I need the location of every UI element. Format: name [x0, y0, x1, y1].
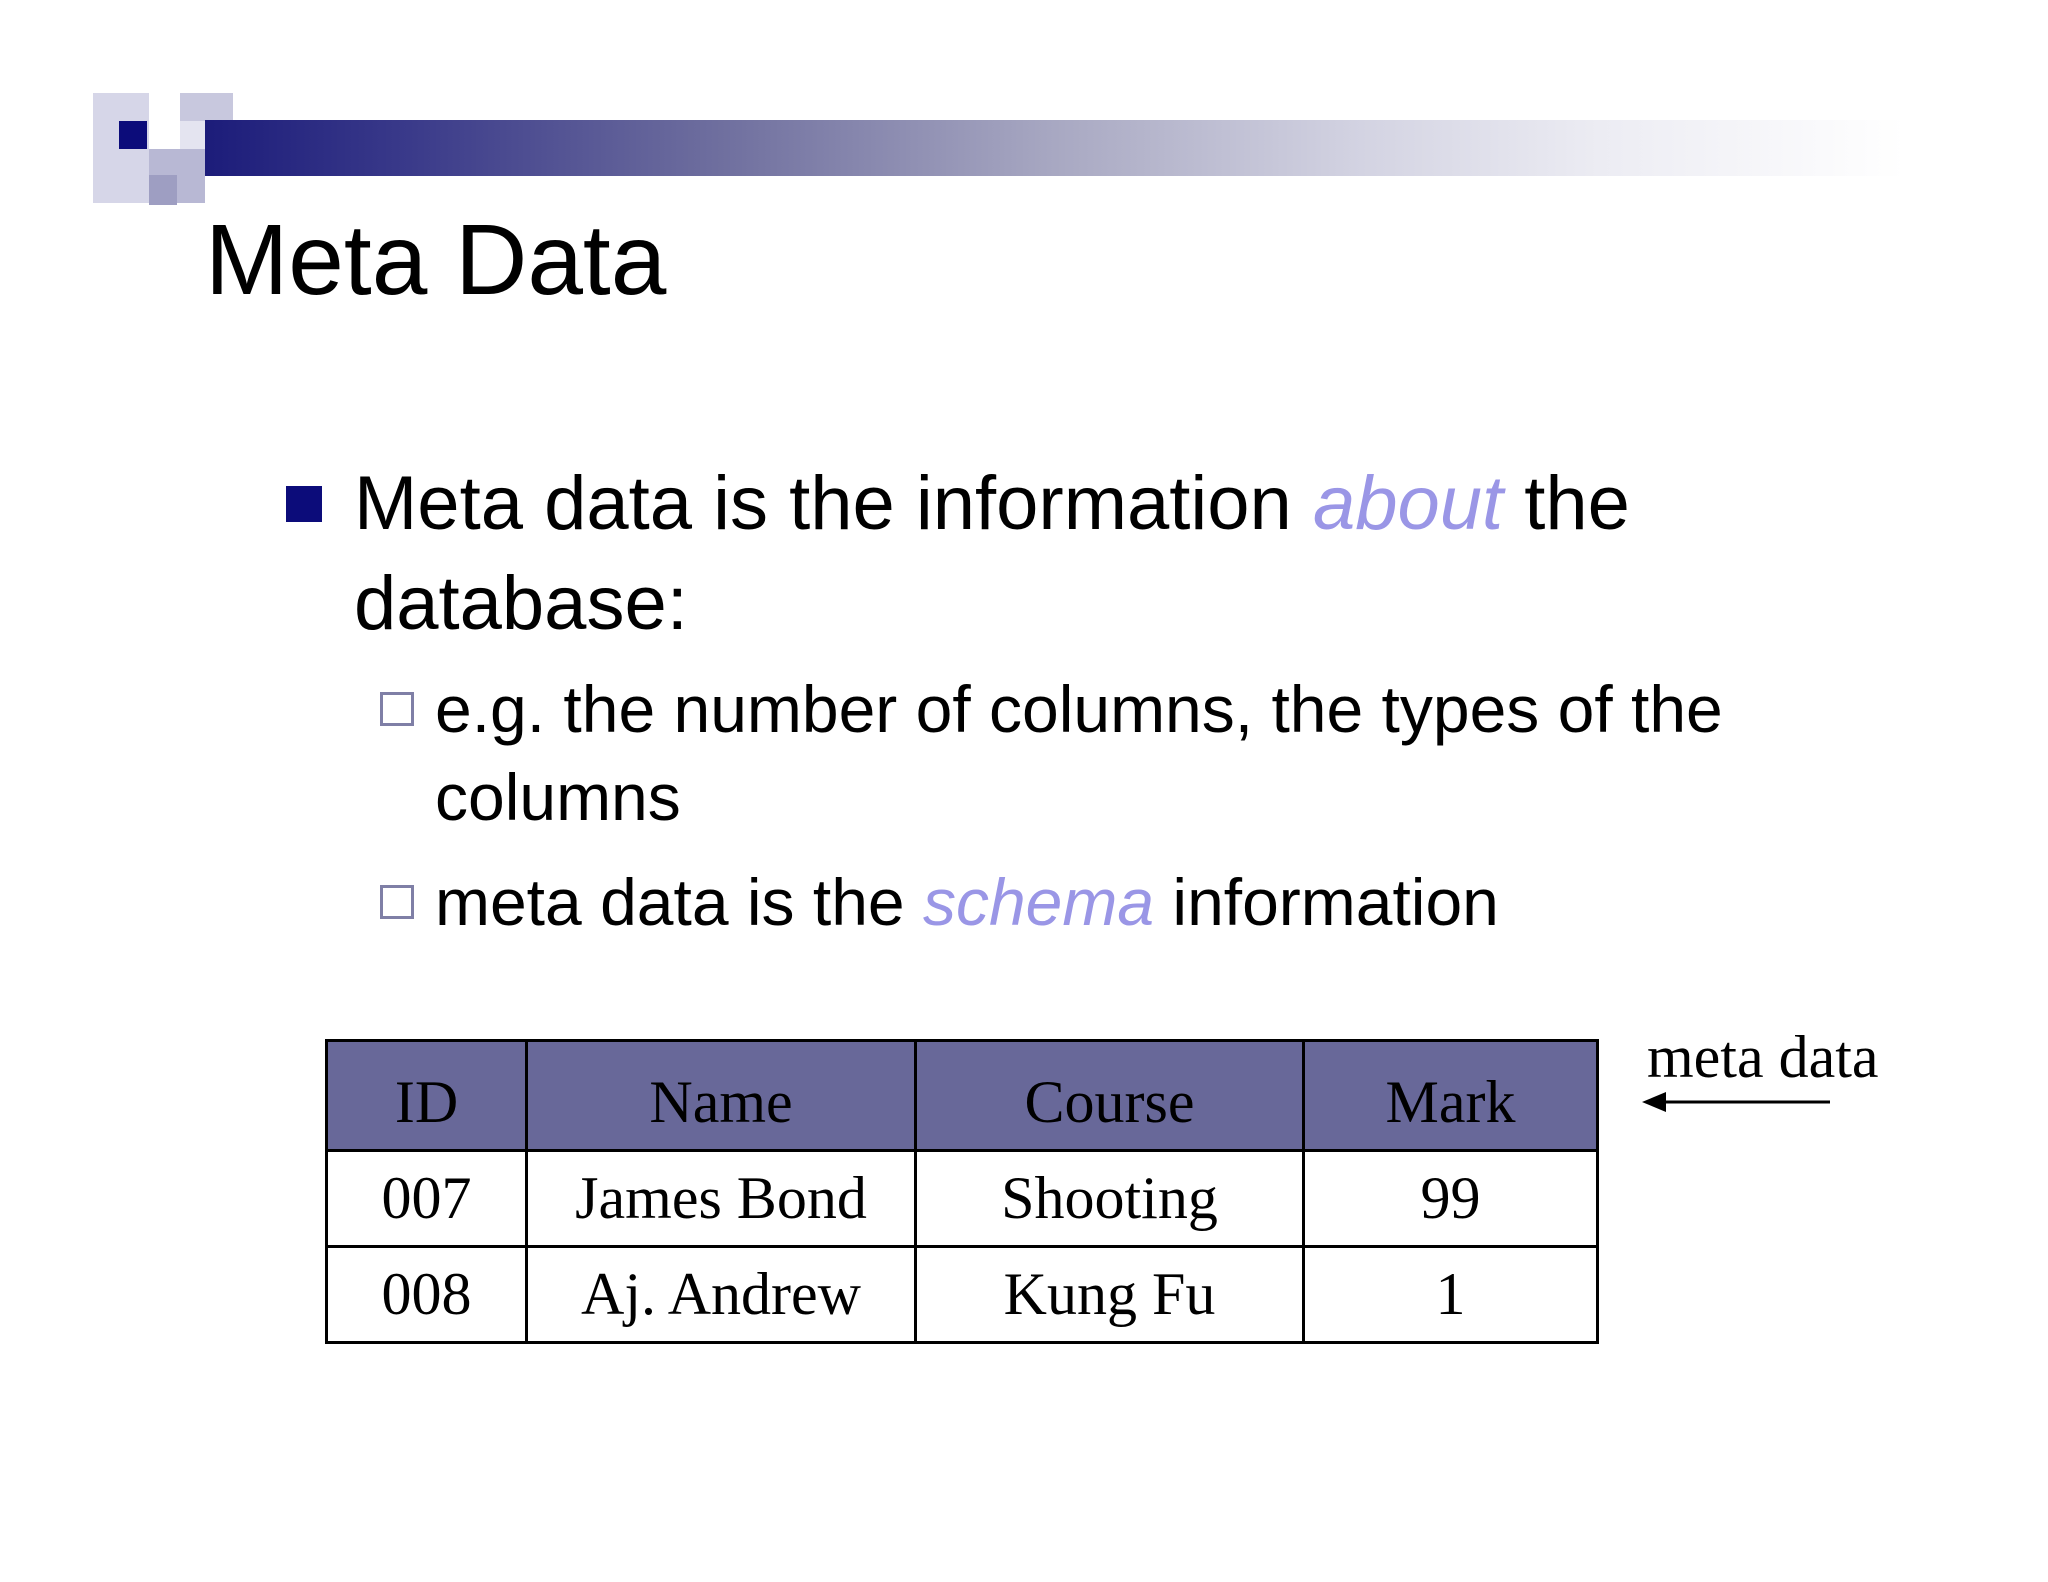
table-row — [327, 1247, 1598, 1343]
table-cell: 99 — [1304, 1151, 1598, 1247]
header-gradient-bar — [205, 120, 1905, 176]
slide-title: Meta Data — [205, 204, 667, 316]
sub-bullet-text-start: meta data is the — [435, 865, 923, 939]
bullet-text-end: the database: — [354, 461, 1630, 646]
table-cell: 1 — [1304, 1247, 1598, 1343]
table-cell: James Bond — [527, 1151, 916, 1247]
table-header-row — [327, 1041, 1598, 1151]
table-cell: Aj. Andrew — [527, 1247, 916, 1343]
decor-square-dark — [119, 121, 147, 149]
table-cell: 008 — [327, 1247, 527, 1343]
square-bullet-icon — [286, 486, 322, 522]
table-cell: Shooting — [916, 1151, 1304, 1247]
decor-square-low — [149, 175, 177, 205]
table-cell: Kung Fu — [916, 1247, 1304, 1343]
table-row — [327, 1151, 1598, 1247]
hollow-square-bullet-icon — [380, 885, 414, 919]
table-header-cell: ID — [327, 1041, 527, 1151]
sub-bullet-text: e.g. the number of columns, the types of the columns — [435, 672, 1723, 834]
table-header-cell: Mark — [1304, 1041, 1598, 1151]
left-arrow-icon — [1640, 1088, 1840, 1118]
bullet-text — [354, 454, 1784, 654]
table-header-cell: Course — [916, 1041, 1304, 1151]
student-table — [325, 1039, 1599, 1344]
hollow-square-bullet-icon — [380, 692, 414, 726]
table-cell: 007 — [327, 1151, 527, 1247]
meta-data-annotation-label: meta data — [1647, 1024, 1879, 1090]
bullet-text-start: Meta data is the information — [354, 461, 1313, 546]
emphasis-schema: schema — [922, 865, 1155, 939]
sub-bullet-text — [435, 858, 1775, 946]
decor-square-pale — [180, 121, 205, 149]
table-header-cell: Name — [527, 1041, 916, 1151]
sub-bullet-text-end: information — [1154, 865, 1499, 939]
emphasis-about: about — [1312, 461, 1504, 546]
